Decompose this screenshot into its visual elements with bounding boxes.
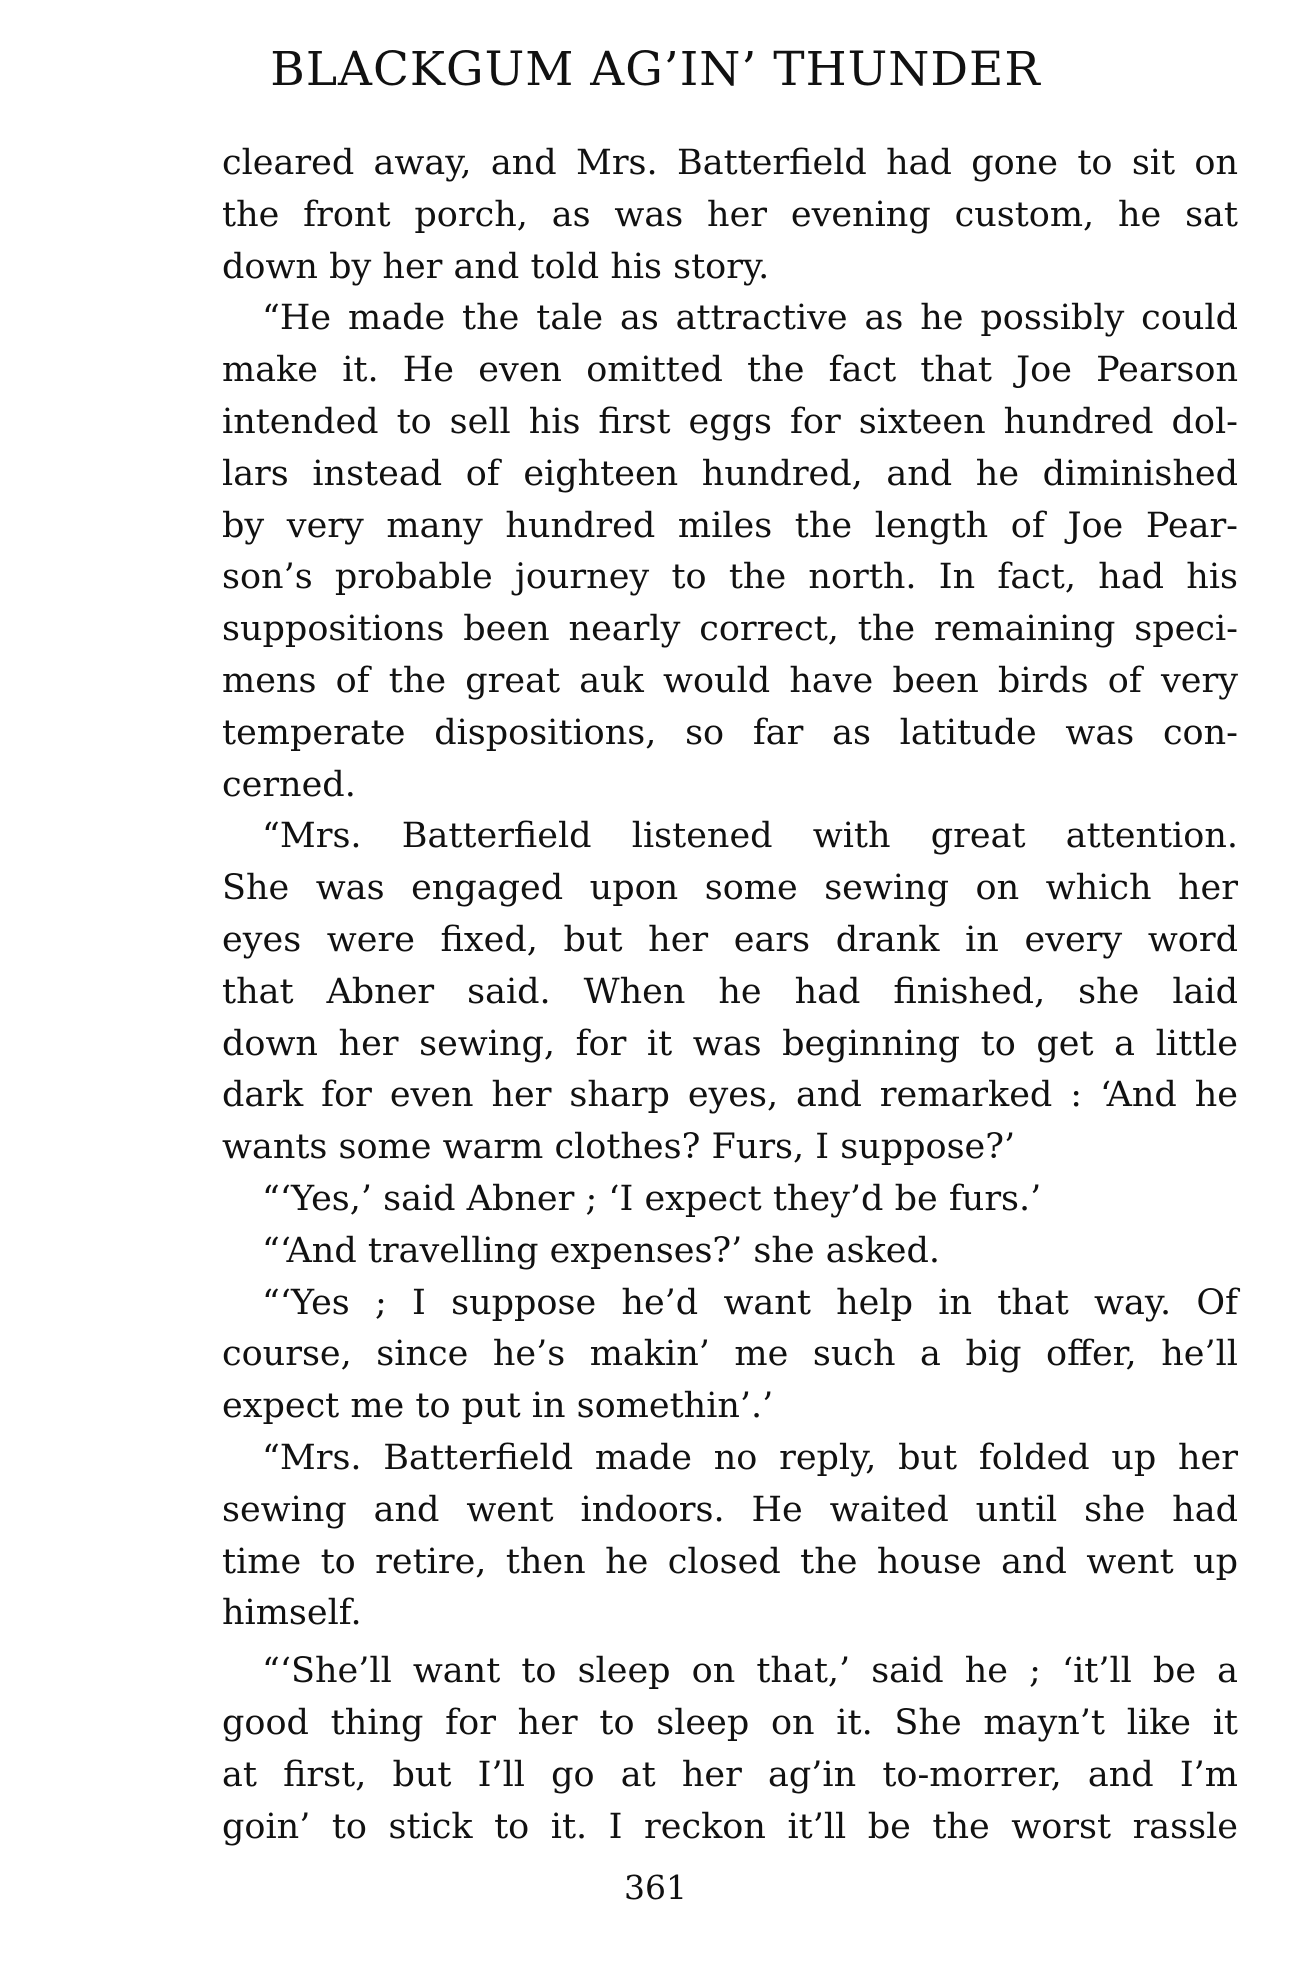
text-line: course, since he’s makin’ me such a big offer, he’ll	[222, 1334, 1238, 1375]
text-line: sewing and went indoors. He waited until she had	[222, 1489, 1238, 1530]
text-line: good thing for her to sleep on it. She mayn’t like it	[222, 1702, 1238, 1743]
text-line: She was engaged upon some sewing on which her	[222, 868, 1238, 909]
text-line: temperate dispositions, so far as latitude was con-	[222, 712, 1238, 753]
text-line: son’s probable journey to the north. In fact, had his	[222, 557, 1238, 598]
text-line: “Mrs. Batterfield listened with great attention.	[262, 816, 1238, 857]
text-line: the front porch, as was her evening custom, he sat	[222, 194, 1238, 235]
text-line: cerned.	[222, 764, 356, 805]
text-line: suppositions been nearly correct, the remaining speci-	[222, 609, 1238, 650]
text-line: expect me to put in somethin’.’	[222, 1386, 774, 1427]
text-line: that Abner said. When he had finished, she laid	[222, 971, 1238, 1012]
text-line: “He made the tale as attractive as he possibly could	[262, 298, 1238, 339]
text-line: intended to sell his first eggs for sixteen hundred dol-	[222, 401, 1238, 442]
text-line: himself.	[222, 1593, 362, 1634]
text-line: cleared away, and Mrs. Batterfield had gone to sit on	[222, 143, 1238, 183]
text-line: wants some warm clothes? Furs, I suppose?’	[222, 1127, 1016, 1168]
text-line: at first, but I’ll go at her ag’in to-morrer, and I’m	[222, 1754, 1238, 1795]
page-number: 361	[624, 1868, 687, 1907]
running-title: BLACKGUM AG’IN’ THUNDER	[270, 42, 1041, 97]
text-line: down her sewing, for it was beginning to get a little	[222, 1023, 1238, 1064]
body-text	[222, 138, 1238, 1853]
text-line: dark for even her sharp eyes, and remarked : ‘And he	[222, 1075, 1238, 1116]
text-line: down by her and told his story.	[222, 246, 770, 287]
text-line: time to retire, then he closed the house and went up	[222, 1541, 1238, 1582]
text-line: make it. He even omitted the fact that Joe Pearson	[222, 350, 1238, 391]
text-line: mens of the great auk would have been birds of very	[222, 660, 1238, 701]
text-line: “‘And travelling expenses?’ she asked.	[262, 1230, 941, 1271]
text-line: “‘She’ll want to sleep on that,’ said he ; ‘it’ll be a	[262, 1651, 1238, 1692]
text-line: “‘Yes,’ said Abner ; ‘I expect they’d be furs.’	[262, 1178, 1042, 1219]
text-line: “‘Yes ; I suppose he’d want help in that way. Of	[262, 1282, 1238, 1323]
text-line: by very many hundred miles the length of Joe Pear-	[222, 505, 1238, 546]
text-line: “Mrs. Batterfield made no reply, but folded up her	[262, 1437, 1238, 1478]
text-line: eyes were fixed, but her ears drank in every word	[222, 919, 1238, 960]
text-line: lars instead of eighteen hundred, and he diminished	[222, 453, 1238, 494]
text-line: goin’ to stick to it. I reckon it’ll be the worst rassle	[222, 1806, 1238, 1847]
